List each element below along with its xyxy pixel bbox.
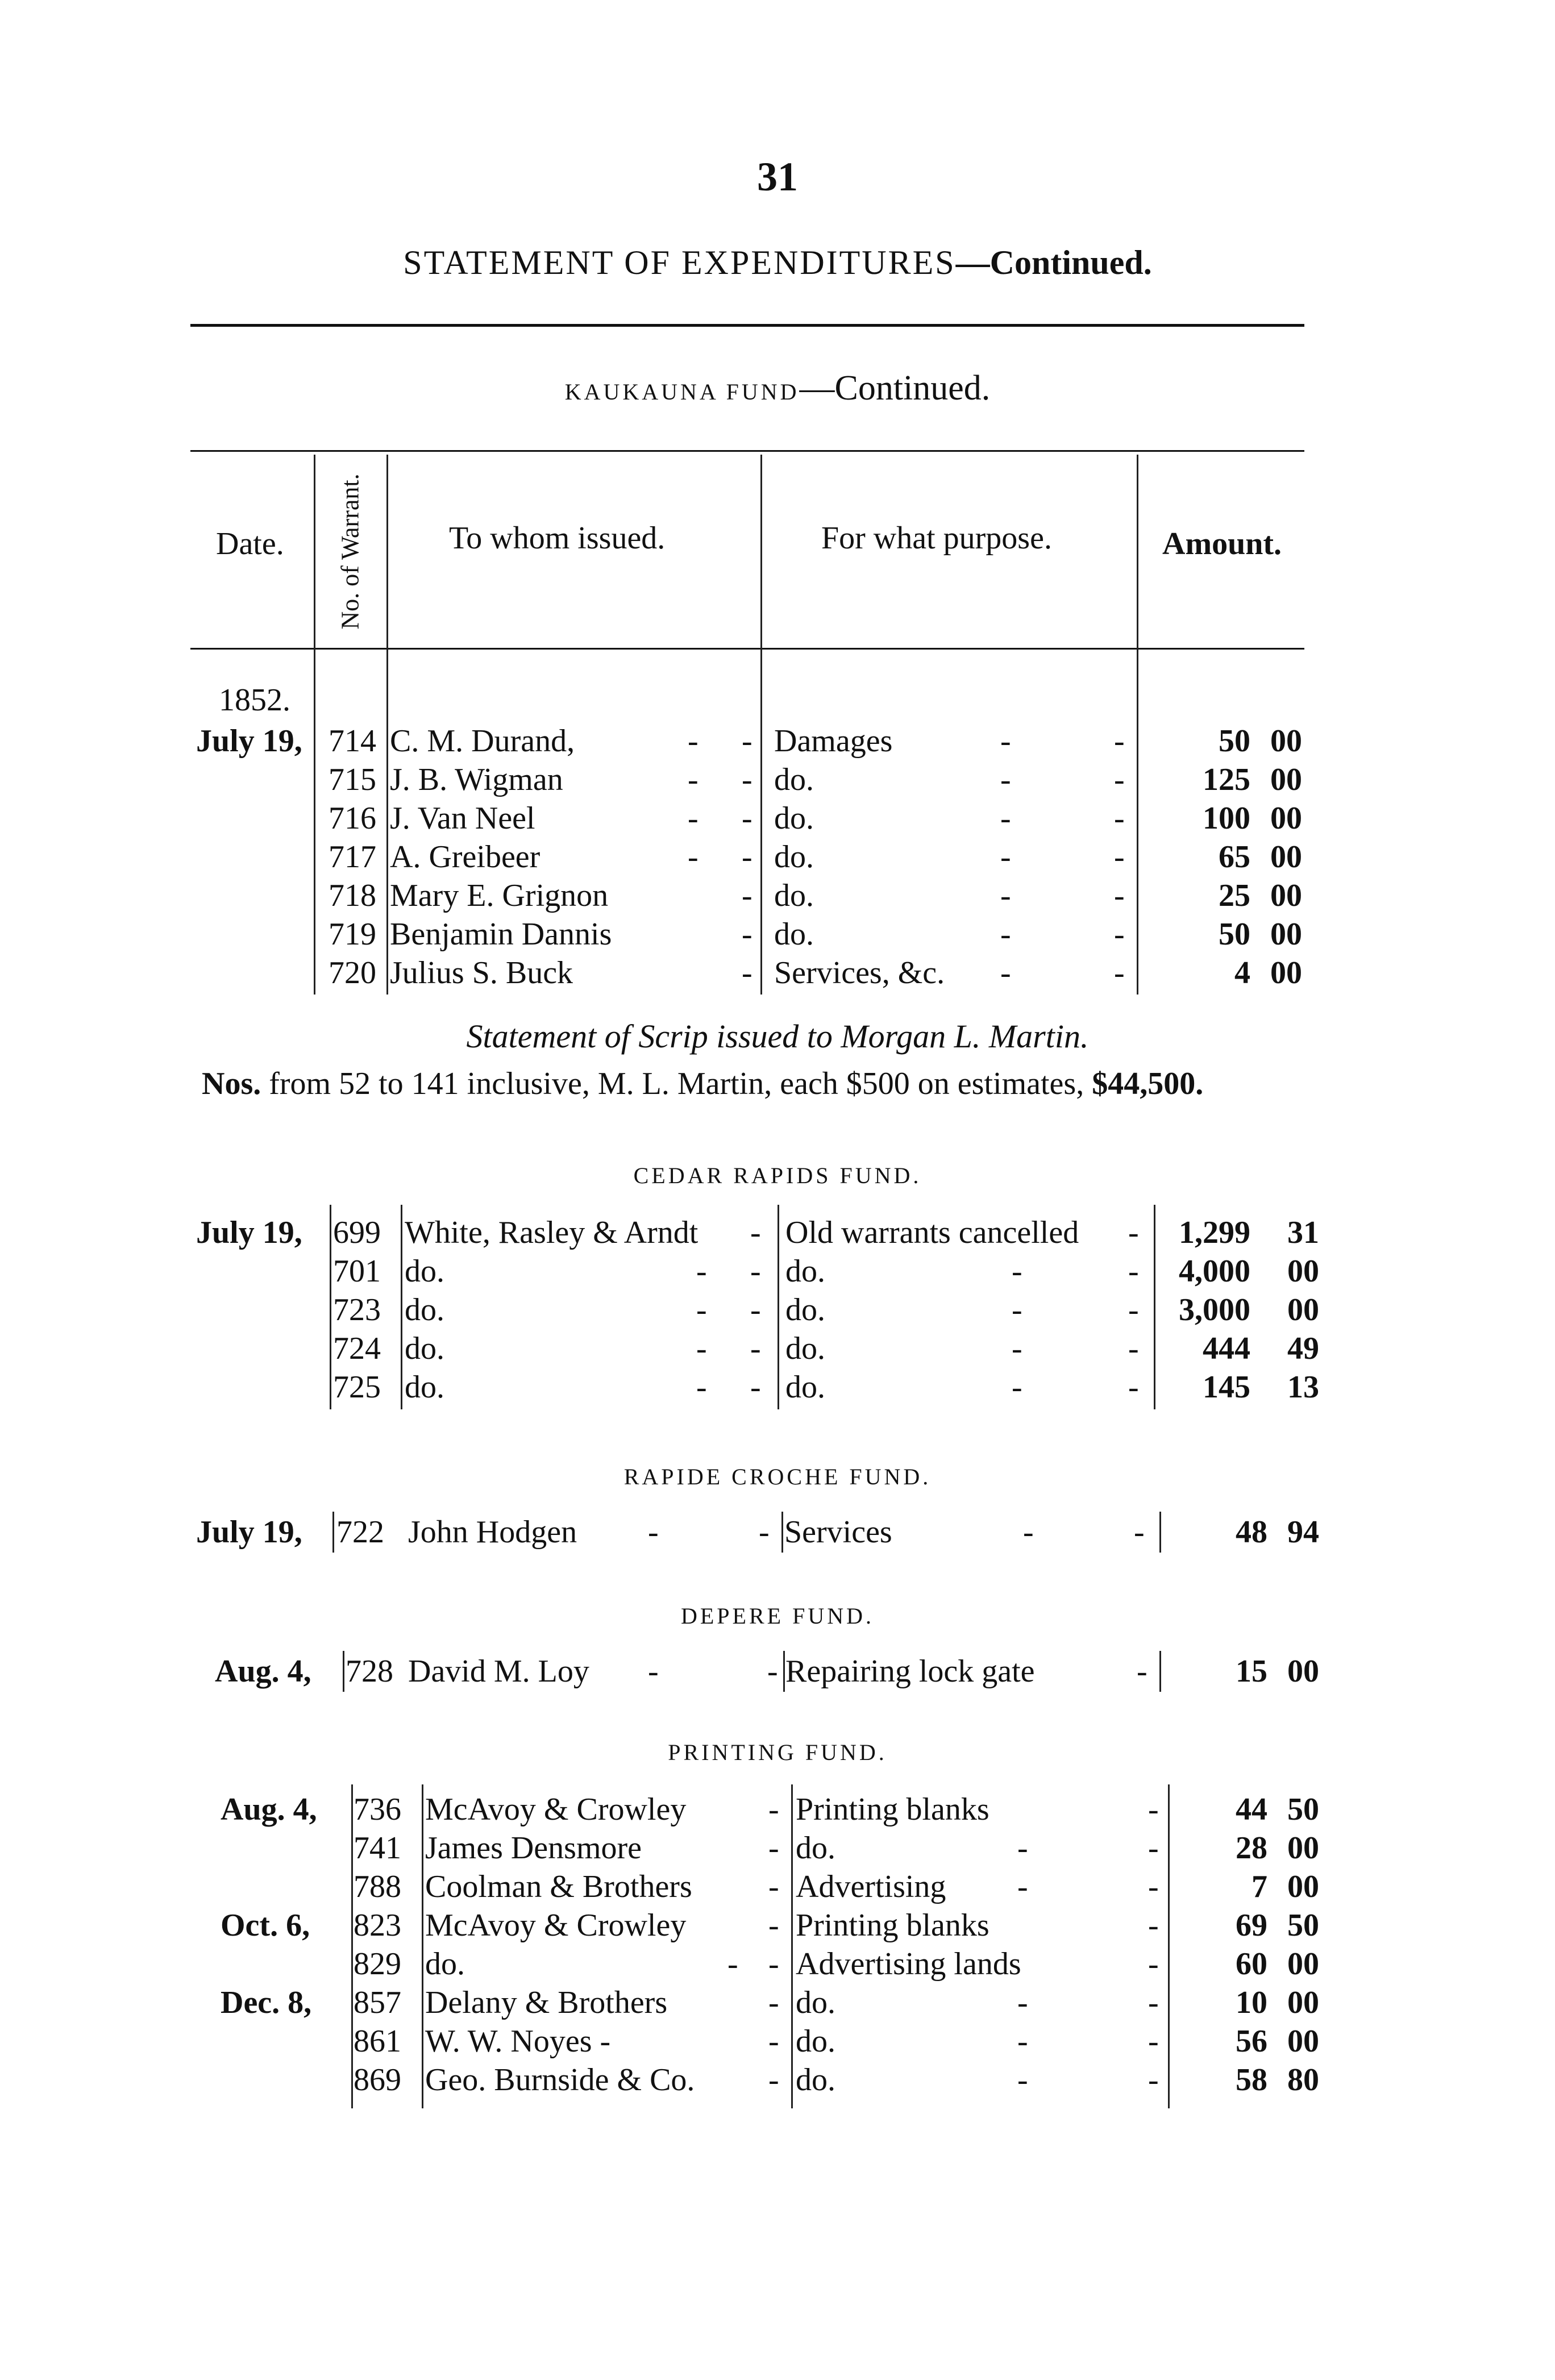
row-dash: - — [1128, 1292, 1139, 1328]
row-dash: - — [750, 1370, 761, 1405]
row-dash: - — [768, 2024, 779, 2059]
row-warrant-number: 701 — [333, 1254, 381, 1289]
row-amount-cents: 00 — [1270, 955, 1302, 991]
row-warrant-number: 719 — [329, 917, 376, 952]
row-dash: - — [768, 1869, 779, 1904]
row-dash: - — [648, 1654, 659, 1689]
row-dash: - — [1000, 955, 1011, 991]
row-warrant-number: 714 — [329, 723, 376, 759]
row-dash: - — [1017, 2024, 1028, 2059]
row-dash: - — [1114, 762, 1125, 797]
ledger-row — [0, 954, 1555, 992]
row-amount-cents: 50 — [1287, 1908, 1319, 1943]
row-payee: David M. Loy — [408, 1654, 589, 1689]
ledger-row — [0, 1906, 1555, 1945]
row-dash: - — [768, 1908, 779, 1943]
row-warrant-number: 857 — [354, 1985, 401, 2020]
row-amount-dollars: 25 — [1219, 878, 1250, 913]
row-dash: - — [1017, 1985, 1028, 2020]
row-payee: Delany & Brothers — [425, 1985, 668, 2020]
header-warrant-cell — [315, 455, 385, 648]
ledger-row — [0, 838, 1555, 876]
row-dash: - — [696, 1254, 707, 1289]
row-purpose: Services, &c. — [774, 955, 945, 991]
row-dash: - — [742, 723, 752, 759]
row-dash: - — [768, 1830, 779, 1866]
row-dash: - — [696, 1292, 707, 1328]
scrip-line-prefix: Nos. — [202, 1066, 261, 1101]
ledger-row — [0, 1867, 1555, 1906]
row-amount-dollars: 4,000 — [1179, 1254, 1250, 1289]
row-dash: - — [696, 1370, 707, 1405]
row-purpose: do. — [796, 2024, 835, 2059]
row-amount-dollars: 50 — [1219, 723, 1250, 759]
row-purpose: do. — [796, 2062, 835, 2098]
row-dash: - — [1017, 2062, 1028, 2098]
row-dash: - — [1000, 723, 1011, 759]
row-dash: - — [750, 1331, 761, 1366]
row-dash: - — [1148, 1869, 1159, 1904]
row-payee: John Hodgen — [408, 1514, 577, 1550]
row-dash: - — [768, 2062, 779, 2098]
page-title — [0, 243, 1555, 282]
cedar-rapids-heading: CEDAR RAPIDS FUND. — [633, 1163, 922, 1188]
ledger-row — [0, 722, 1555, 760]
row-payee: W. W. Noyes - — [425, 2024, 611, 2059]
row-amount-cents: 00 — [1270, 723, 1302, 759]
row-payee: Benjamin Dannis — [390, 917, 612, 952]
row-amount-dollars: 60 — [1236, 1946, 1267, 1982]
row-dash: - — [688, 762, 698, 797]
row-amount-dollars: 65 — [1219, 839, 1250, 875]
row-amount-cents: 94 — [1287, 1514, 1319, 1550]
row-warrant-number: 723 — [333, 1292, 381, 1328]
scrip-heading: Statement of Scrip issued to Morgan L. Martin. — [466, 1018, 1089, 1055]
row-amount-cents: 31 — [1287, 1215, 1319, 1250]
rapide-croche-heading: RAPIDE CROCHE FUND. — [623, 1464, 932, 1489]
row-purpose: do. — [785, 1292, 825, 1328]
row-payee: do. — [425, 1946, 465, 1982]
row-purpose: do. — [796, 1830, 835, 1866]
row-amount-dollars: 444 — [1203, 1331, 1250, 1366]
row-payee: Geo. Burnside & Co. — [425, 2062, 695, 2098]
row-amount-dollars: 44 — [1236, 1792, 1267, 1827]
row-amount-cents: 00 — [1270, 801, 1302, 836]
ledger-row — [0, 1652, 1555, 1691]
row-dash: - — [1114, 878, 1125, 913]
page-number: 31 — [757, 154, 798, 199]
ledger-row — [0, 1790, 1555, 1829]
row-warrant-number: 728 — [346, 1654, 393, 1689]
header-warrant: No. of Warrant. — [336, 473, 364, 630]
row-dash: - — [768, 1985, 779, 2020]
row-payee: Coolman & Brothers — [425, 1869, 692, 1904]
row-dash: - — [759, 1514, 770, 1550]
row-purpose: Printing blanks — [796, 1792, 989, 1827]
row-dash: - — [648, 1514, 659, 1550]
row-payee: J. Van Neel — [390, 801, 535, 836]
ledger-row — [0, 915, 1555, 954]
page-title-suffix: —Continued. — [955, 244, 1152, 281]
row-amount-cents: 00 — [1287, 1254, 1319, 1289]
row-purpose: do. — [785, 1254, 825, 1289]
row-dash: - — [1017, 1869, 1028, 1904]
depere-heading: DEPERE FUND. — [680, 1603, 875, 1629]
row-dash: - — [1114, 917, 1125, 952]
row-payee: do. — [405, 1254, 444, 1289]
ledger-row — [0, 876, 1555, 915]
row-dash: - — [742, 917, 752, 952]
row-dash: - — [1148, 1985, 1159, 2020]
row-date: July 19, — [196, 723, 302, 759]
row-warrant-number: 869 — [354, 2062, 401, 2098]
row-dash: - — [696, 1331, 707, 1366]
row-dash: - — [1128, 1331, 1139, 1366]
row-dash: - — [1012, 1254, 1022, 1289]
ledger-row — [0, 1252, 1555, 1291]
row-dash: - — [742, 878, 752, 913]
row-date: July 19, — [196, 1514, 302, 1550]
row-purpose: do. — [796, 1985, 835, 2020]
row-amount-cents: 00 — [1270, 917, 1302, 952]
row-payee: White, Rasley & Arndt — [405, 1215, 698, 1250]
row-dash: - — [742, 955, 752, 991]
row-payee: J. B. Wigman — [390, 762, 563, 797]
row-dash: - — [768, 1946, 779, 1982]
row-payee: McAvoy & Crowley — [425, 1908, 687, 1943]
row-amount-cents: 00 — [1287, 1830, 1319, 1866]
row-dash: - — [750, 1254, 761, 1289]
row-amount-dollars: 145 — [1203, 1370, 1250, 1405]
header-amount: Amount. — [1162, 526, 1282, 561]
row-warrant-number: 720 — [329, 955, 376, 991]
row-purpose: do. — [774, 917, 814, 952]
ledger-row — [0, 1368, 1555, 1407]
year-label: 1852. — [219, 683, 290, 718]
row-amount-cents: 50 — [1287, 1792, 1319, 1827]
row-dash: - — [742, 762, 752, 797]
row-purpose: do. — [774, 839, 814, 875]
row-dash: - — [750, 1215, 761, 1250]
row-payee: do. — [405, 1331, 444, 1366]
row-dash: - — [1114, 839, 1125, 875]
row-warrant-number: 829 — [354, 1946, 401, 1982]
ledger-row — [0, 1291, 1555, 1329]
row-date: Aug. 4, — [221, 1792, 317, 1827]
row-purpose: Services — [784, 1514, 892, 1550]
row-amount-cents: 00 — [1287, 1946, 1319, 1982]
row-dash: - — [1137, 1654, 1147, 1689]
row-amount-cents: 00 — [1287, 1292, 1319, 1328]
row-amount-dollars: 1,299 — [1179, 1215, 1250, 1250]
row-dash: - — [742, 839, 752, 875]
row-dash: - — [1114, 723, 1125, 759]
row-warrant-number: 861 — [354, 2024, 401, 2059]
ledger-row — [0, 799, 1555, 838]
row-warrant-number: 717 — [329, 839, 376, 875]
page-title-main: STATEMENT OF EXPENDITURES — [403, 244, 956, 281]
row-dash: - — [1148, 1908, 1159, 1943]
row-amount-dollars: 28 — [1236, 1830, 1267, 1866]
row-purpose: Advertising — [796, 1869, 946, 1904]
row-purpose: Old warrants cancelled — [785, 1215, 1079, 1250]
row-warrant-number: 823 — [354, 1908, 401, 1943]
row-amount-dollars: 50 — [1219, 917, 1250, 952]
row-purpose: do. — [785, 1370, 825, 1405]
row-dash: - — [688, 723, 698, 759]
row-amount-cents: 49 — [1287, 1331, 1319, 1366]
row-amount-dollars: 56 — [1236, 2024, 1267, 2059]
row-payee: C. M. Durand, — [390, 723, 575, 759]
row-dash: - — [1114, 801, 1125, 836]
row-amount-dollars: 3,000 — [1179, 1292, 1250, 1328]
ledger-row — [0, 1513, 1555, 1551]
scrip-line — [202, 1066, 1203, 1102]
row-dash: - — [1017, 1830, 1028, 1866]
row-amount-dollars: 10 — [1236, 1985, 1267, 2020]
title-rule — [190, 324, 1304, 327]
row-payee: McAvoy & Crowley — [425, 1792, 687, 1827]
kaukauna-fund-heading — [0, 368, 1555, 409]
row-purpose: Repairing lock gate — [785, 1654, 1035, 1689]
row-warrant-number: 736 — [354, 1792, 401, 1827]
row-dash: - — [1128, 1215, 1139, 1250]
row-dash: - — [1000, 801, 1011, 836]
row-purpose: Printing blanks — [796, 1908, 989, 1943]
row-dash: - — [1012, 1292, 1022, 1328]
row-purpose: do. — [774, 878, 814, 913]
row-purpose: Damages — [774, 723, 893, 759]
row-date: Dec. 8, — [221, 1985, 312, 2020]
row-warrant-number: 788 — [354, 1869, 401, 1904]
row-dash: - — [1000, 762, 1011, 797]
row-warrant-number: 715 — [329, 762, 376, 797]
row-dash: - — [1000, 878, 1011, 913]
row-payee: do. — [405, 1370, 444, 1405]
row-payee: Mary E. Grignon — [390, 878, 609, 913]
row-warrant-number: 699 — [333, 1215, 381, 1250]
ledger-row — [0, 1945, 1555, 1983]
row-amount-cents: 00 — [1287, 1985, 1319, 2020]
row-dash: - — [1114, 955, 1125, 991]
header-purpose: For what purpose. — [821, 521, 1052, 556]
row-amount-cents: 13 — [1287, 1370, 1319, 1405]
header-to-whom: To whom issued. — [449, 521, 666, 556]
row-dash: - — [768, 1792, 779, 1827]
row-warrant-number: 718 — [329, 878, 376, 913]
printing-heading: PRINTING FUND. — [668, 1740, 887, 1765]
row-dash: - — [1148, 1830, 1159, 1866]
scrip-line-text: from 52 to 141 inclusive, M. L. Martin, each $500 on estimates, — [269, 1066, 1084, 1101]
row-dash: - — [1012, 1331, 1022, 1366]
row-warrant-number: 724 — [333, 1331, 381, 1366]
row-payee: A. Greibeer — [390, 839, 540, 875]
row-amount-cents: 00 — [1270, 839, 1302, 875]
row-amount-dollars: 100 — [1203, 801, 1250, 836]
row-dash: - — [1148, 2024, 1159, 2059]
row-dash: - — [688, 839, 698, 875]
row-dash: - — [1000, 917, 1011, 952]
row-amount-cents: 80 — [1287, 2062, 1319, 2098]
row-warrant-number: 722 — [336, 1514, 384, 1550]
row-amount-dollars: 15 — [1236, 1654, 1267, 1689]
row-amount-dollars: 48 — [1236, 1514, 1267, 1550]
row-purpose: Advertising lands — [796, 1946, 1021, 1982]
kaukauna-fund-suffix: —Continued. — [799, 369, 991, 407]
row-purpose: do. — [785, 1331, 825, 1366]
ledger-row — [0, 2061, 1555, 2099]
row-amount-cents: 00 — [1287, 1869, 1319, 1904]
row-purpose: do. — [774, 801, 814, 836]
row-amount-dollars: 69 — [1236, 1908, 1267, 1943]
row-amount-cents: 00 — [1287, 1654, 1319, 1689]
row-amount-cents: 00 — [1287, 2024, 1319, 2059]
row-dash: - — [688, 801, 698, 836]
row-dash: - — [1134, 1514, 1145, 1550]
row-dash: - — [1012, 1370, 1022, 1405]
row-payee: do. — [405, 1292, 444, 1328]
row-warrant-number: 725 — [333, 1370, 381, 1405]
ledger-row — [0, 2022, 1555, 2061]
row-date: Oct. 6, — [221, 1908, 310, 1943]
row-dash: - — [1148, 1946, 1159, 1982]
row-dash: - — [767, 1654, 778, 1689]
row-amount-dollars: 7 — [1252, 1869, 1267, 1904]
row-amount-dollars: 58 — [1236, 2062, 1267, 2098]
row-dash: - — [1000, 839, 1011, 875]
kaukauna-fund-name: KAUKAUNA FUND — [564, 379, 800, 405]
row-dash: - — [750, 1292, 761, 1328]
row-amount-dollars: 4 — [1234, 955, 1250, 991]
header-date: Date. — [216, 526, 284, 561]
row-amount-cents: 00 — [1270, 878, 1302, 913]
row-dash: - — [1128, 1254, 1139, 1289]
row-payee: Julius S. Buck — [390, 955, 573, 991]
ledger-row — [0, 1829, 1555, 1867]
row-warrant-number: 716 — [329, 801, 376, 836]
header-top-rule — [190, 450, 1304, 452]
row-dash: - — [742, 801, 752, 836]
row-dash: - — [1148, 1792, 1159, 1827]
ledger-row — [0, 1213, 1555, 1252]
row-dash: - — [1023, 1514, 1034, 1550]
ledger-row — [0, 1983, 1555, 2022]
row-amount-dollars: 125 — [1203, 762, 1250, 797]
row-date: July 19, — [196, 1215, 302, 1250]
row-date: Aug. 4, — [215, 1654, 311, 1689]
row-amount-cents: 00 — [1270, 762, 1302, 797]
row-dash: - — [1128, 1370, 1139, 1405]
row-payee: James Densmore — [425, 1830, 642, 1866]
row-dash: - — [727, 1946, 738, 1982]
row-purpose: do. — [774, 762, 814, 797]
scrip-line-total: $44,500. — [1092, 1066, 1204, 1101]
row-dash: - — [1148, 2062, 1159, 2098]
ledger-row — [0, 1329, 1555, 1368]
ledger-row — [0, 760, 1555, 799]
row-warrant-number: 741 — [354, 1830, 401, 1866]
